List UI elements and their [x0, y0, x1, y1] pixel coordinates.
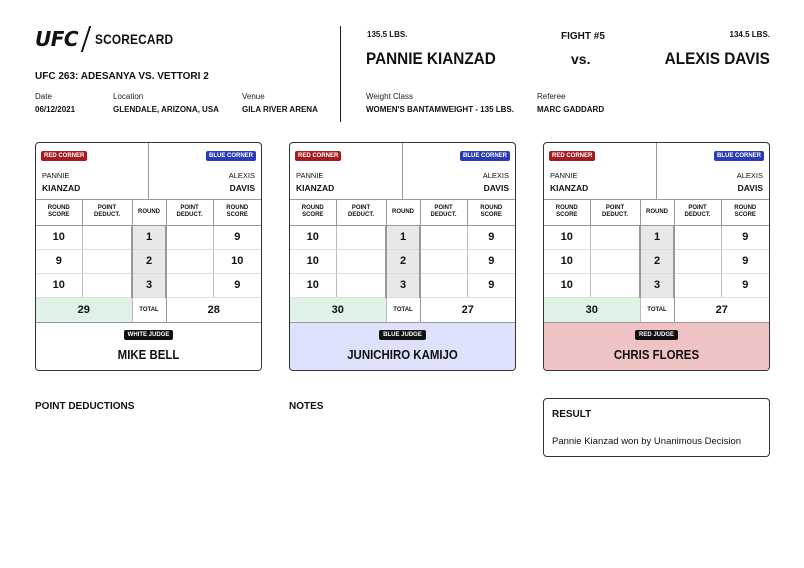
red-round-score: 9: [36, 249, 82, 273]
blue-point-deduct-header: POINT DEDUCT.: [166, 200, 213, 225]
location-label: Location: [113, 92, 144, 101]
red-corner-fighter: [296, 169, 334, 195]
blue-round-score-header: ROUND SCORE: [467, 200, 515, 225]
red-round-score-header: ROUND SCORE: [36, 200, 82, 225]
red-point-deduct: [336, 249, 386, 273]
blue-round-score-header: ROUND SCORE: [721, 200, 769, 225]
red-round-score: 10: [544, 225, 590, 249]
blue-first-name: ALEXIS: [228, 171, 255, 180]
blue-point-deduct: [420, 273, 467, 297]
ufc-logo: [35, 26, 187, 52]
red-round-score: 10: [290, 225, 336, 249]
page-title: SCORECARD: [94, 31, 173, 47]
blue-first-name: ALEXIS: [482, 171, 509, 180]
result-text: Pannie Kianzad won by Unanimous Decision: [552, 436, 742, 447]
red-point-deduct: [590, 249, 640, 273]
red-round-score: 10: [36, 273, 82, 297]
round-row: [290, 225, 515, 249]
red-corner-cell: [290, 143, 403, 199]
blue-total-score: 28: [166, 297, 261, 322]
score-header-row: [290, 200, 515, 225]
blue-point-deduct: [420, 249, 467, 273]
red-point-deduct: [82, 249, 132, 273]
blue-round-score: 9: [467, 273, 515, 297]
total-row: [36, 297, 261, 322]
notes-title: NOTES: [289, 401, 324, 412]
round-number: 1: [132, 225, 166, 249]
red-last-name: KIANZAD: [550, 183, 589, 193]
weight-class-value: WOMEN'S BANTAMWEIGHT - 135 LBS.: [366, 105, 514, 114]
event-name: UFC 263: ADESANYA VS. VETTORI 2: [35, 71, 209, 82]
ufc-logo-text: UFC: [35, 27, 79, 51]
result-box: [543, 398, 770, 457]
red-last-name: KIANZAD: [296, 183, 335, 193]
blue-round-score: 9: [721, 273, 769, 297]
fighter-names-row: [544, 143, 769, 200]
red-point-deduct-header: POINT DEDUCT.: [336, 200, 386, 225]
blue-last-name: DAVIS: [737, 183, 763, 193]
round-number: 3: [386, 273, 420, 297]
red-corner-cell: [36, 143, 149, 199]
total-label: TOTAL: [132, 297, 166, 322]
red-point-deduct-header: POINT DEDUCT.: [590, 200, 640, 225]
red-point-deduct: [82, 225, 132, 249]
judge-role-badge: WHITE JUDGE: [124, 330, 174, 340]
blue-total-score: 27: [674, 297, 769, 322]
blue-round-score: 10: [213, 249, 261, 273]
date-label: Date: [35, 92, 52, 101]
red-point-deduct: [590, 225, 640, 249]
vs-label: vs.: [571, 51, 591, 67]
judge-role-badge: BLUE JUDGE: [379, 330, 426, 340]
blue-last-name: DAVIS: [483, 183, 509, 193]
blue-point-deduct-header: POINT DEDUCT.: [674, 200, 721, 225]
blue-point-deduct: [674, 249, 721, 273]
referee-label: Referee: [537, 92, 566, 101]
red-total-score: 30: [544, 297, 640, 322]
round-header: ROUND: [132, 200, 166, 225]
blue-round-score: 9: [213, 225, 261, 249]
date-value: 06/12/2021: [35, 105, 76, 114]
red-corner-cell: [544, 143, 657, 199]
blue-point-deduct: [674, 273, 721, 297]
fighter-names-row: [290, 143, 515, 200]
red-point-deduct: [336, 273, 386, 297]
judge-scorecard-3: [543, 142, 770, 371]
round-number: 2: [132, 249, 166, 273]
round-row: [544, 273, 769, 297]
location-value: GLENDALE, ARIZONA, USA: [113, 105, 219, 114]
blue-point-deduct: [420, 225, 467, 249]
result-title: RESULT: [552, 409, 592, 420]
blue-corner-fighter: [229, 169, 255, 195]
blue-corner-badge: BLUE CORNER: [714, 151, 764, 161]
blue-round-score: 9: [721, 225, 769, 249]
red-corner-badge: RED CORNER: [295, 151, 341, 161]
venue-value: GILA RIVER ARENA: [242, 105, 318, 114]
round-row: [36, 225, 261, 249]
red-round-score-header: ROUND SCORE: [290, 200, 336, 225]
red-corner-fighter: [42, 169, 80, 195]
round-row: [36, 273, 261, 297]
blue-total-score: 27: [420, 297, 515, 322]
weight-class-label: Weight Class: [366, 92, 413, 101]
round-header: ROUND: [386, 200, 420, 225]
score-header-row: [544, 200, 769, 225]
blue-round-score: 9: [213, 273, 261, 297]
blue-corner-cell: [149, 143, 261, 199]
judge-name: MIKE BELL: [117, 346, 180, 362]
blue-round-score: 9: [467, 225, 515, 249]
fight-number: FIGHT #5: [561, 31, 605, 42]
red-first-name: PANNIE: [550, 171, 578, 180]
blue-point-deduct-header: POINT DEDUCT.: [420, 200, 467, 225]
total-row: [290, 297, 515, 322]
red-first-name: PANNIE: [296, 171, 324, 180]
blue-corner-badge: BLUE CORNER: [206, 151, 256, 161]
round-number: 2: [386, 249, 420, 273]
blue-point-deduct: [674, 225, 721, 249]
blue-round-score: 9: [467, 249, 515, 273]
header-divider: [340, 26, 341, 122]
red-round-score: 10: [544, 249, 590, 273]
fighter-names-row: [36, 143, 261, 200]
round-row: [36, 249, 261, 273]
score-header-row: [36, 200, 261, 225]
round-number: 2: [640, 249, 674, 273]
red-fighter-name: PANNIE KIANZAD: [366, 49, 496, 68]
red-corner-badge: RED CORNER: [549, 151, 595, 161]
point-deductions-title: POINT DEDUCTIONS: [35, 401, 135, 412]
blue-point-deduct: [166, 273, 213, 297]
score-table: [36, 200, 261, 323]
round-row: [290, 273, 515, 297]
red-round-score: 10: [290, 249, 336, 273]
red-round-score: 10: [36, 225, 82, 249]
blue-corner-fighter: [737, 169, 763, 195]
judge-block: [36, 323, 261, 371]
judge-scorecard-1: [35, 142, 262, 371]
round-row: [290, 249, 515, 273]
blue-point-deduct: [166, 249, 213, 273]
red-point-deduct-header: POINT DEDUCT.: [82, 200, 132, 225]
blue-corner-fighter: [483, 169, 509, 195]
judge-name: JUNICHIRO KAMIJO: [347, 346, 458, 362]
judge-block: [290, 323, 515, 371]
red-first-name: PANNIE: [42, 171, 70, 180]
blue-corner-cell: [657, 143, 769, 199]
blue-corner-cell: [403, 143, 515, 199]
red-total-score: 29: [36, 297, 132, 322]
referee-value: MARC GADDARD: [537, 105, 605, 114]
red-corner-fighter: [550, 169, 588, 195]
red-round-score: 10: [544, 273, 590, 297]
round-number: 3: [640, 273, 674, 297]
score-table: [290, 200, 515, 323]
total-label: TOTAL: [640, 297, 674, 322]
blue-corner-badge: BLUE CORNER: [460, 151, 510, 161]
red-corner-badge: RED CORNER: [41, 151, 87, 161]
blue-first-name: ALEXIS: [736, 171, 763, 180]
round-number: 3: [132, 273, 166, 297]
blue-point-deduct: [166, 225, 213, 249]
total-label: TOTAL: [386, 297, 420, 322]
round-row: [544, 249, 769, 273]
red-point-deduct: [590, 273, 640, 297]
judge-role-badge: RED JUDGE: [635, 330, 678, 340]
judge-name: CHRIS FLORES: [613, 346, 700, 362]
total-row: [544, 297, 769, 322]
blue-round-score-header: ROUND SCORE: [213, 200, 261, 225]
blue-last-name: DAVIS: [229, 183, 255, 193]
red-round-score-header: ROUND SCORE: [544, 200, 590, 225]
round-header: ROUND: [640, 200, 674, 225]
judge-scorecard-2: [289, 142, 516, 371]
red-point-deduct: [82, 273, 132, 297]
venue-label: Venue: [242, 92, 265, 101]
judge-block: [544, 323, 769, 371]
red-round-score: 10: [290, 273, 336, 297]
blue-fighter-weight: 134.5 LBS.: [729, 30, 770, 39]
round-row: [544, 225, 769, 249]
round-number: 1: [640, 225, 674, 249]
score-table: [544, 200, 769, 323]
red-total-score: 30: [290, 297, 386, 322]
round-number: 1: [386, 225, 420, 249]
red-point-deduct: [336, 225, 386, 249]
logo-divider: [81, 26, 91, 52]
blue-fighter-name: ALEXIS DAVIS: [664, 49, 770, 68]
blue-round-score: 9: [721, 249, 769, 273]
red-last-name: KIANZAD: [42, 183, 81, 193]
red-fighter-weight: 135.5 LBS.: [367, 30, 408, 39]
